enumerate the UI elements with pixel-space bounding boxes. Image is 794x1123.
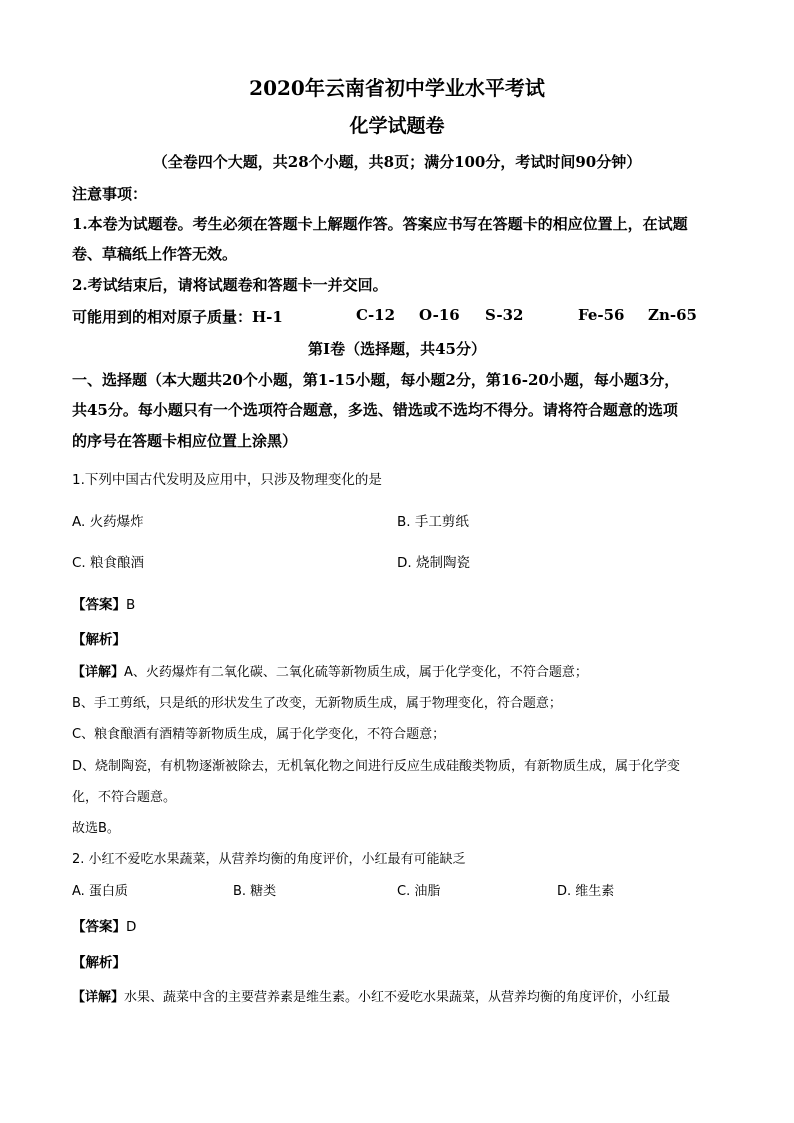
question-1-analysis-tag: 【解析】 [72, 632, 126, 648]
answer-tag: 【答案】 [72, 919, 126, 935]
detail-text: A、火药爆炸有二氧化碳、二氧化硫等新物质生成，属于化学变化，不符合题意； [124, 665, 588, 680]
question-1-answer [72, 593, 135, 613]
question-2-stem: 2. 小红不爱吃水果蔬菜，从营养均衡的角度评价，小红最有可能缺乏 [72, 852, 466, 867]
atomic-mass-s: S-32 [485, 306, 524, 324]
section-instruction-line-1: 一、选择题（本大题共20个小题，第1-15小题，每小题2分，第16-20小题，每小题3分， [72, 371, 680, 389]
detail-tag: 【详解】 [72, 665, 125, 680]
notice-heading: 注意事项： [72, 185, 148, 203]
question-1-option-d: D. 烧制陶瓷 [397, 555, 470, 571]
atomic-mass-fe: Fe-56 [578, 306, 625, 324]
notice-item-1-line-1: 1.本卷为试题卷。考生必须在答题卡上解题作答。答案应书写在答题卡的相应位置上，在试题 [72, 215, 688, 233]
atomic-mass-c: C-12 [356, 306, 396, 324]
atomic-mass-label: 可能用到的相对原子质量：H-1 [72, 308, 283, 326]
notice-item-2: 2.考试结束后，请将试题卷和答题卡一并交回。 [72, 276, 388, 294]
question-2-answer [72, 915, 136, 935]
question-2-detail [72, 986, 670, 1005]
exam-info: （全卷四个大题，共28个小题，共8页；满分100分，考试时间90分钟） [152, 153, 642, 171]
section-title: 第Ⅰ卷（选择题，共45分） [308, 340, 486, 358]
question-2-analysis-tag: 【解析】 [72, 955, 126, 971]
answer-value: D [126, 919, 137, 935]
paper-subtitle: 化学试题卷 [349, 115, 445, 137]
exam-title: 2020年云南省初中学业水平考试 [249, 76, 545, 100]
atomic-mass-zn: Zn-65 [648, 306, 697, 324]
section-instruction-line-3: 的序号在答题卡相应位置上涂黑） [72, 432, 298, 450]
question-2-option-d: D. 维生素 [557, 884, 615, 899]
question-1-option-a: A. 火药爆炸 [72, 514, 144, 530]
question-2-option-b: B. 糖类 [233, 884, 277, 899]
question-1-detail-d-line-1: D、烧制陶瓷，有机物逐渐被除去，无机氧化物之间进行反应生成硅酸类物质，有新物质生成，属于化学变 [72, 759, 681, 774]
detail-text: 水果、蔬菜中含的主要营养素是维生素。小红不爱吃水果蔬菜，从营养均衡的角度评价，小红最 [124, 990, 671, 1005]
answer-value: B [126, 597, 136, 613]
question-1-detail-c: C、粮食酿酒有酒精等新物质生成，属于化学变化，不符合题意； [72, 727, 446, 742]
question-1-detail-b: B、手工剪纸，只是纸的形状发生了改变，无新物质生成，属于物理变化，符合题意； [72, 696, 562, 711]
notice-item-1-line-2: 卷、草稿纸上作答无效。 [72, 245, 238, 263]
question-1-option-c: C. 粮食酿酒 [72, 555, 145, 571]
question-1-stem: 1.下列中国古代发明及应用中，只涉及物理变化的是 [72, 472, 382, 488]
question-2-option-a: A. 蛋白质 [72, 884, 128, 899]
question-1-detail-a [72, 661, 588, 680]
detail-tag: 【详解】 [72, 990, 125, 1005]
question-1-option-b: B. 手工剪纸 [397, 514, 469, 530]
question-2-option-c: C. 油脂 [397, 884, 441, 899]
section-instruction-line-2: 共45分。每小题只有一个选项符合题意，多选、错选或不选均不得分。请将符合题意的选项 [72, 401, 678, 419]
answer-tag: 【答案】 [72, 597, 126, 613]
question-1-detail-d-line-2: 化，不符合题意。 [72, 790, 177, 805]
question-1-conclusion: 故选B。 [72, 821, 120, 836]
atomic-mass-o: O-16 [419, 306, 460, 324]
